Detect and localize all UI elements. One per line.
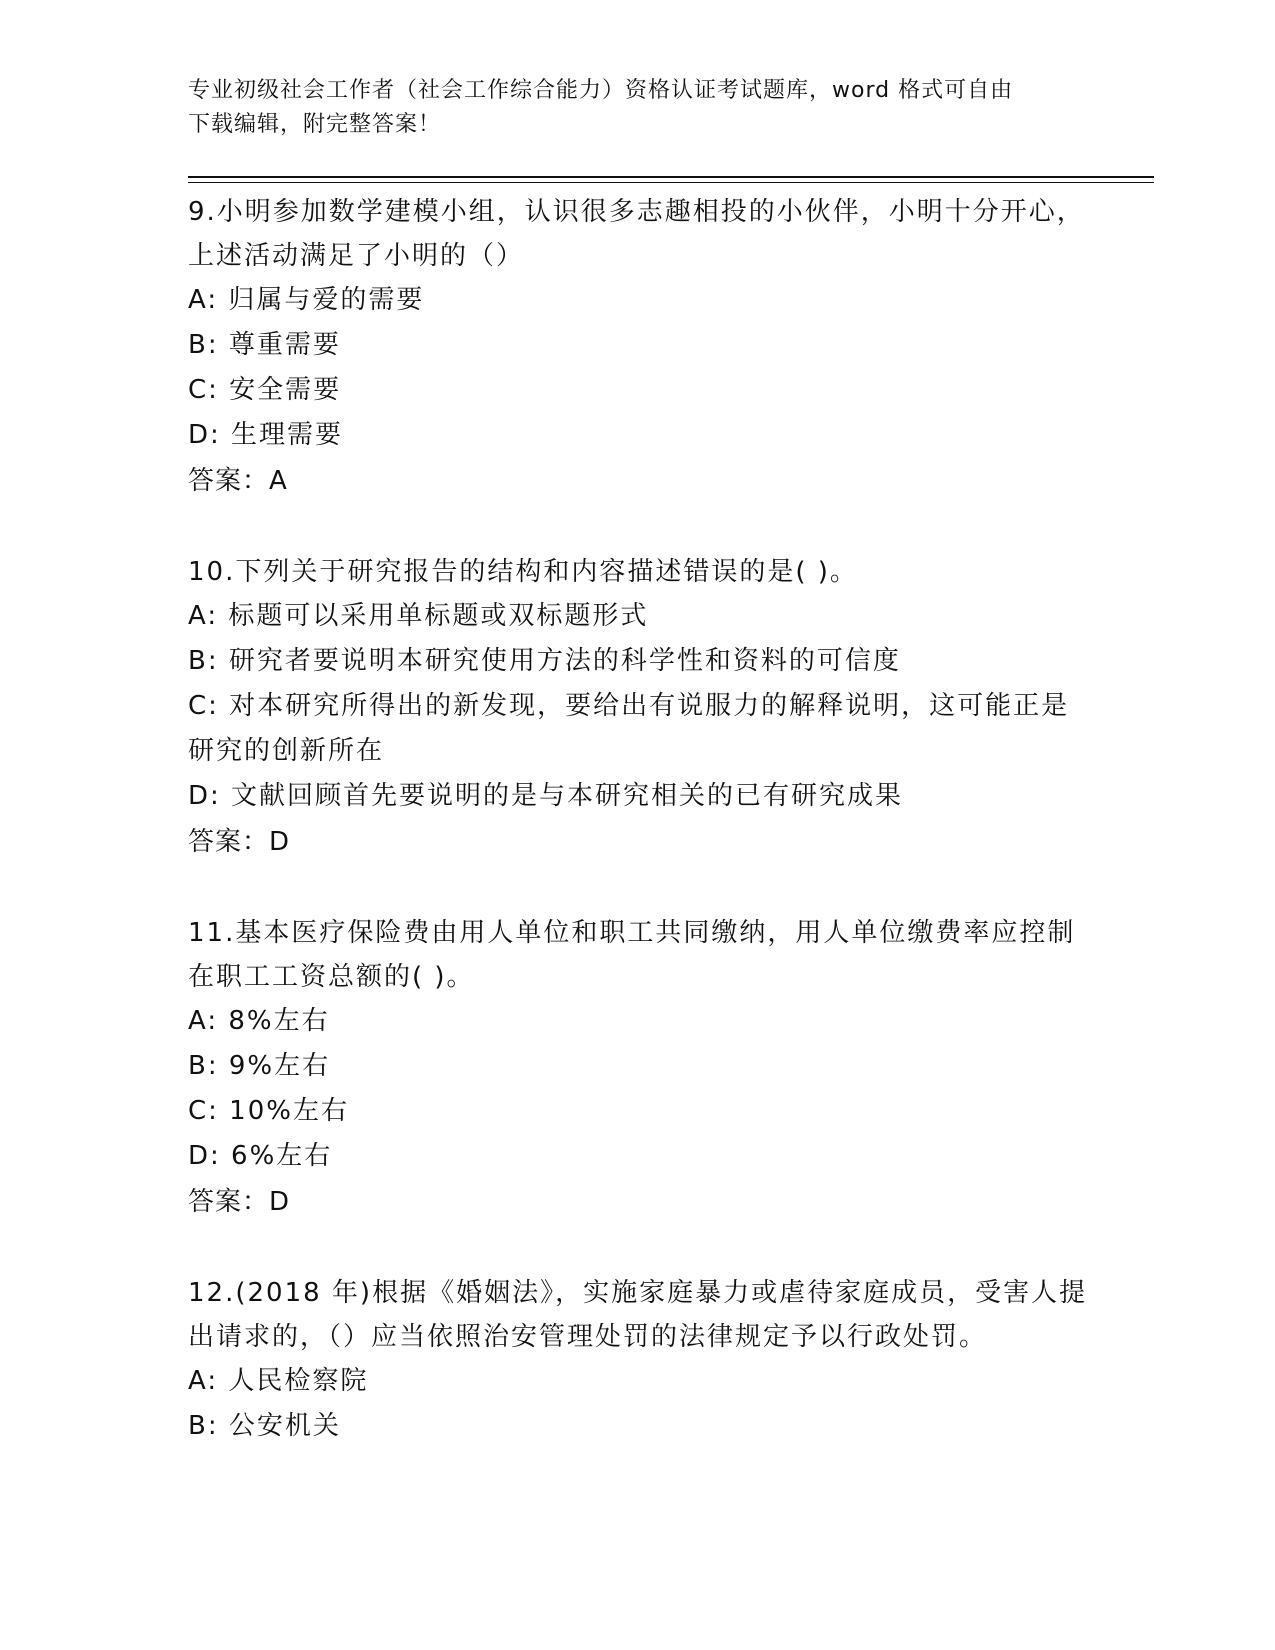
option-d: D: 生理需要 — [188, 420, 344, 450]
answer: 答案：D — [188, 1187, 291, 1217]
question-stem: 11.基本医疗保险费由用人单位和职工共同缴纳，用人单位缴费率应控制在职工工资总额的( )。 — [188, 918, 1076, 992]
option-a: A: 归属与爱的需要 — [188, 285, 425, 315]
question-10 — [188, 550, 1088, 865]
question-stem: 10.下列关于研究报告的结构和内容描述错误的是( )。 — [188, 557, 858, 587]
header-line-2: 下载编辑，附完整答案！ — [188, 112, 442, 137]
question-stem: 12.(2018 年)根据《婚姻法》，实施家庭暴力或虐待家庭成员，受害人提出请求的，（）应当依照治安管理处罚的法律规定予以行政处罚。 — [188, 1278, 1088, 1352]
document-header — [188, 74, 1088, 142]
option-d: D: 文献回顾首先要说明的是与本研究相关的已有研究成果 — [188, 781, 904, 811]
header-line-1: 专业初级社会工作者（社会工作综合能力）资格认证考试题库，word 格式可自由 — [188, 78, 1014, 103]
option-b: B: 研究者要说明本研究使用方法的科学性和资料的可信度 — [188, 646, 901, 676]
question-list — [188, 190, 1088, 1449]
option-a: A: 标题可以采用单标题或双标题形式 — [188, 601, 649, 631]
option-a: A: 8%左右 — [188, 1006, 330, 1036]
option-a: A: 人民检察院 — [188, 1366, 369, 1396]
option-c: C: 10%左右 — [188, 1096, 349, 1126]
header-rule-thin — [188, 182, 1154, 183]
answer: 答案：D — [188, 827, 291, 857]
question-stem: 9.小明参加数学建模小组，认识很多志趣相投的小伙伴，小明十分开心，上述活动满足了小明的（） — [188, 197, 1085, 271]
option-d: D: 6%左右 — [188, 1141, 333, 1171]
question-11 — [188, 911, 1088, 1225]
question-9 — [188, 190, 1088, 504]
header-rule-thick — [188, 176, 1154, 178]
option-b: B: 9%左右 — [188, 1051, 331, 1081]
option-b: B: 尊重需要 — [188, 330, 341, 360]
option-b: B: 公安机关 — [188, 1411, 341, 1441]
answer: 答案：A — [188, 466, 288, 496]
option-c: C: 对本研究所得出的新发现，要给出有说服力的解释说明，这可能正是研究的创新所在 — [188, 691, 1070, 766]
question-12 — [188, 1271, 1088, 1449]
option-c: C: 安全需要 — [188, 375, 342, 405]
